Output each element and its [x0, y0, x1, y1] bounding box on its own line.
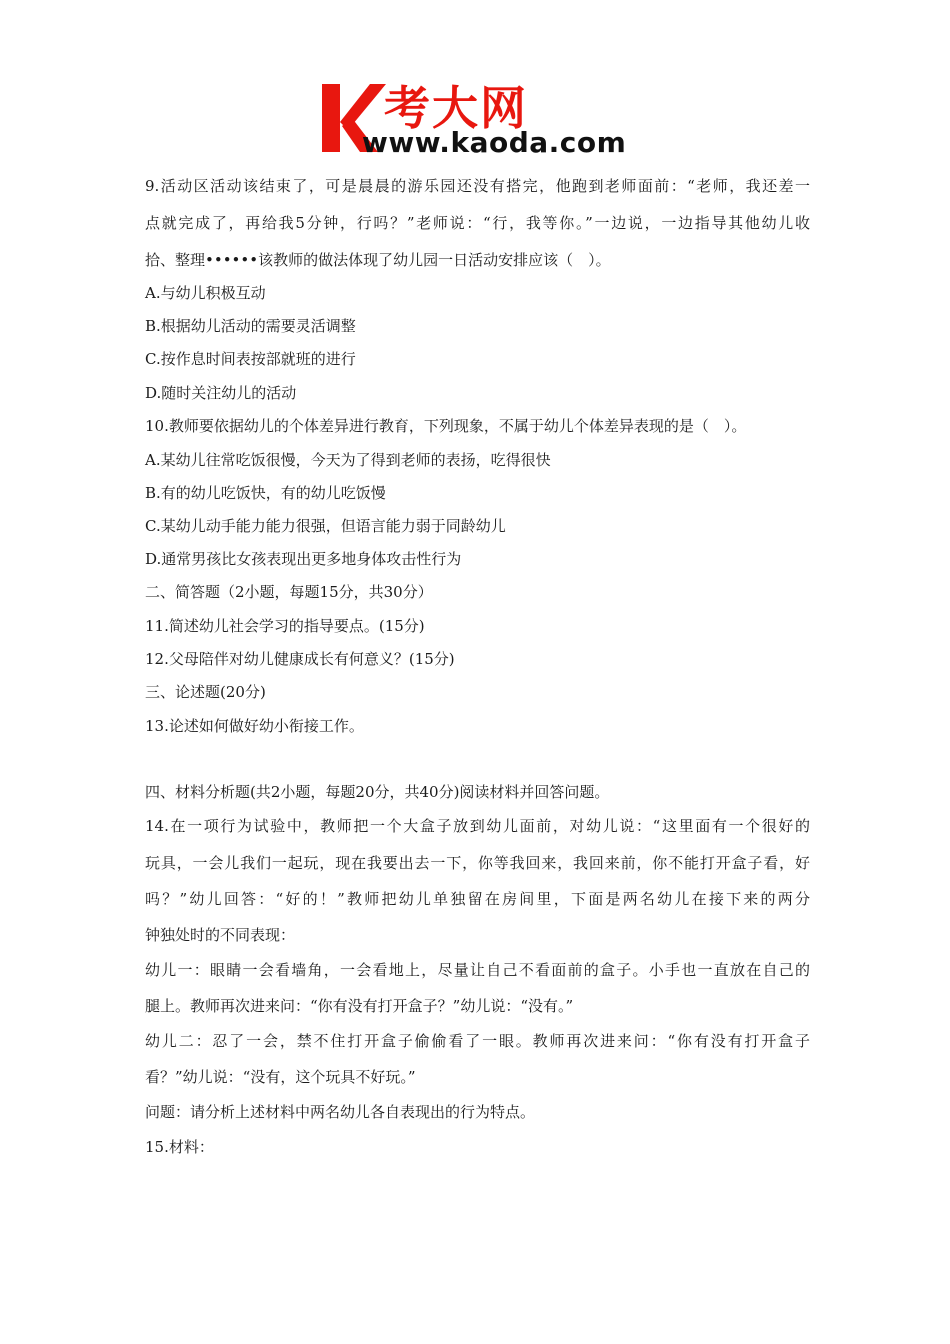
section-4-heading: 四、材料分析题(共2小题，每题20分，共40分)阅读材料并回答问题。: [145, 783, 610, 801]
q9-option-d: D.随时关注幼儿的活动: [145, 384, 297, 402]
section-2-heading: 二、简答题（2小题，每题15分，共30分）: [145, 583, 433, 601]
child-1-line-2: 腿上。教师再次进来问：“你有没有打开盒子？”幼儿说：“没有。”: [145, 997, 574, 1015]
child-2-line-2: 看？”幼儿说：“没有，这个玩具不好玩。”: [145, 1068, 416, 1086]
q11: 11.简述幼儿社会学习的指导要点。(15分): [145, 617, 425, 635]
child-1-line-1: 幼儿一：眼睛一会看墙角，一会看地上，尽量让自己不看面前的盒子。小手也一直放在自己的: [145, 961, 810, 979]
q10-option-b: B.有的幼儿吃饭快，有的幼儿吃饭慢: [145, 484, 386, 502]
q14-line-2: 玩具，一会儿我们一起玩，现在我要出去一下，你等我回来，我回来前，你不能打开盒子看，好: [145, 854, 810, 872]
q13: 13.论述如何做好幼小衔接工作。: [145, 717, 364, 735]
q12: 12.父母陪伴对幼儿健康成长有何意义？(15分): [145, 650, 455, 668]
q14-line-4: 钟独处时的不同表现：: [145, 926, 296, 944]
logo-title: 考大网: [384, 81, 528, 135]
q10-option-c: C.某幼儿动手能力能力很强，但语言能力弱于同龄幼儿: [145, 517, 506, 535]
q9-line-3: 拾、整理••••••该教师的做法体现了幼儿园一日活动安排应该（ ）。: [145, 251, 611, 269]
q15-label: 15.材料：: [145, 1138, 214, 1156]
q9-option-a: A.与幼儿积极互动: [145, 284, 266, 302]
q9-line-2: 点就完成了，再给我5分钟，行吗？”老师说：“行，我等你。”一边说，一边指导其他幼儿收: [145, 214, 810, 232]
q9-option-b: B.根据幼儿活动的需要灵活调整: [145, 317, 356, 335]
q9-line-1: 9.活动区活动该结束了，可是晨晨的游乐园还没有搭完，他跑到老师面前：“老师，我还差一: [145, 177, 810, 195]
section-3-heading: 三、论述题(20分): [145, 683, 266, 701]
q10-stem: 10.教师要依据幼儿的个体差异进行教育，下列现象，不属于幼儿个体差异表现的是（ ）。: [145, 417, 747, 435]
q14-line-1: 14.在一项行为试验中，教师把一个大盒子放到幼儿面前，对幼儿说：“这里面有一个很好的: [145, 817, 810, 835]
q14-question: 问题：请分析上述材料中两名幼儿各自表现出的行为特点。: [145, 1103, 536, 1121]
child-2-line-1: 幼儿二：忍了一会，禁不住打开盒子偷偷看了一眼。教师再次进来问：“你有没有打开盒子: [145, 1032, 810, 1050]
logo-url: www.kaoda.com: [362, 126, 627, 159]
q10-option-a: A.某幼儿往常吃饭很慢，今天为了得到老师的表扬，吃得很快: [145, 451, 551, 469]
q14-line-3: 吗？”幼儿回答：“好的！”教师把幼儿单独留在房间里，下面是两名幼儿在接下来的两分: [145, 890, 810, 908]
q10-option-d: D.通常男孩比女孩表现出更多地身体攻击性行为: [145, 550, 462, 568]
kaoda-logo: [318, 78, 648, 160]
q9-option-c: C.按作息时间表按部就班的进行: [145, 350, 356, 368]
